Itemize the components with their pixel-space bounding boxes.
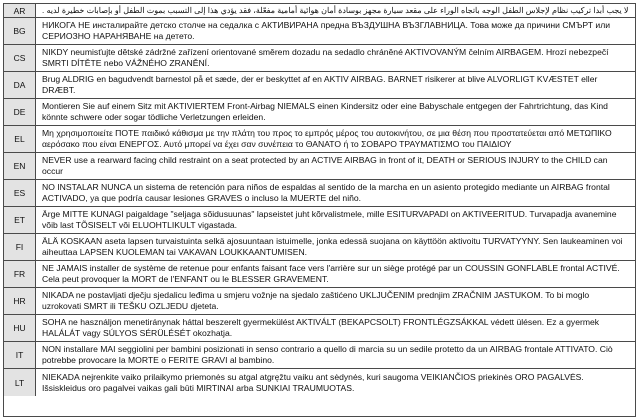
warning-text-en-content: NEVER use a rearward facing child restraint on a seat protected by an ACTIVE AIRBAG in front of it, DEATH or SERIOUS INJURY to the CHILD can occur — [42, 155, 608, 176]
lang-code-it: IT — [4, 342, 36, 369]
warning-text-ar-content: لا يجب أبدا تركيب نظام لإجلاس الطفل الوجه باتجاه الوراء على مقعد سيارة مجهز بوسادة أمان هوائية أمامية مفعّلة، فقد يؤدي هذا إلى التسبب بموت الطفل أو بإصابات خطيرة لديه . — [42, 6, 629, 15]
warning-text-el — [36, 126, 635, 153]
warning-text-fr — [36, 261, 635, 288]
warning-text-ar — [36, 4, 635, 18]
warning-text-bg — [36, 18, 635, 45]
lang-code-de: DE — [4, 99, 36, 126]
warning-text-lt-content: NIEKADA nejrenkite vaiko prilaikymo priemonės su atgal atgręžtu vaiku ant sėdynės, kuri saugoma VEIKIANČIOS priekinės ORO PAGALVĖS. Išsiskleidus oro pagalvei vaikas gali būti MIRTINAI arba SUNKIAI TRAUMUOTAS. — [42, 371, 584, 393]
warning-text-hr-content: NIKADA ne postavljati dječju sjedalicu leđima u smjeru vožnje na sjedalo zaštićeno UKLJUČENIM prednjim ZRAČNIM JASTUKOM. To bi moglo uzrokovati SMRT ili TEŠKU OZLJEDU djeteta. — [42, 290, 590, 311]
warning-text-de-content: Montieren Sie auf einem Sitz mit AKTIVIERTEM Front-Airbag NIEMALS einen Kindersitz oder eine Babyschale entgegen der Fahrtrichtung, das Kind könnte schwere oder sogar tödliche Verletzungen erleiden. — [42, 101, 608, 122]
warning-text-cs-content: NIKDY neumisťujte dětské zádržné zařízení orientované směrem dozadu na sedadlo chráněné AKTIVOVANÝM čelním AIRBAGEM. Hrozí nebezpečí SMRTI DÍTĚTE nebo VÁŽNÉHO ZRANĚNÍ. — [42, 47, 609, 68]
warning-text-hu-content: SOHA ne használjon menetiránynak háttal beszerelt gyermekülést AKTIVÁLT (BEKAPCSOLT) FRONTLÉGZSÁKKAL védett ülésen. Ez a gyermek HALÁLÁT vagy SÚLYOS SÉRÜLÉSÉT okozhatja. — [42, 317, 600, 338]
lang-code-bg: BG — [4, 18, 36, 45]
warning-text-et — [36, 207, 635, 234]
warning-text-da-content: Brug ALDRIG en bagudvendt barnestol på et sæde, der er beskyttet af en AKTIV AIRBAG. BARNET risikerer at blive ALVORLIGT KVÆSTET eller DRÆBT. — [42, 74, 598, 95]
lang-code-ar: AR — [4, 4, 36, 18]
warning-text-hr — [36, 288, 635, 315]
warning-text-es-content: NO INSTALAR NUNCA un sistema de retención para niños de espaldas al sentido de la marcha en un asiento protegido mediante un AIRBAG frontal ACTIVADO, ya que podría causar lesiones GRAVES o incluso la MUERTE del niño. — [42, 182, 610, 203]
warning-text-it-content: NON installare MAI seggiolini per bambini posizionati in senso contrario a quello di marcia su un sedile protetto da un AIRBAG frontale ATTIVATO. Ciò potrebbe provocare la MORTE o FERITE GRAVI al bambino. — [42, 344, 613, 365]
lang-code-es: ES — [4, 180, 36, 207]
warning-text-fi — [36, 234, 635, 261]
warning-text-cs — [36, 45, 635, 72]
warning-text-it — [36, 342, 635, 369]
warning-text-lt — [36, 369, 635, 396]
warning-text-de — [36, 99, 635, 126]
warning-text-el-content: Μη χρησιμοποιείτε ΠΟΤΕ παιδικό κάθισμα με την πλάτη του προς το εμπρός μέρος του αυτοκινήτου, σε μια θέση που προστατεύεται από ΜΕΤΩΠΙΚΟ αερόσακο που είναι ΕΝΕΡΓΟΣ. Αυτό μπορεί να έχει σαν συνέπεια το ΘΑΝΑΤΟ ή το ΣΟΒΑΡΟ ΤΡΑΥΜΑΤΙΣΜΟ του ΠΑΙΔΙΟΥ — [42, 128, 612, 149]
lang-code-et: ET — [4, 207, 36, 234]
warning-text-da — [36, 72, 635, 99]
lang-code-el: EL — [4, 126, 36, 153]
airbag-warning-table — [3, 3, 636, 417]
lang-code-hu: HU — [4, 315, 36, 342]
lang-code-en: EN — [4, 153, 36, 180]
lang-code-hr: HR — [4, 288, 36, 315]
warning-text-fi-content: ÄLÄ KOSKAAN aseta lapsen turvaistuinta selkä ajosuuntaan istuimelle, jonka edessä suojana on käyttöön aktivoitu TURVATYYNY. Sen laukeaminen voi aiheuttaa LAPSEN KUOLEMAN tai VAKAVAN LOUKKAANTUMISEN. — [42, 236, 623, 257]
lang-code-fr: FR — [4, 261, 36, 288]
warning-text-en — [36, 153, 635, 180]
warning-text-fr-content: NE JAMAIS installer de système de retenue pour enfants faisant face vers l'arrière sur un siège protégé par un COUSSIN GONFLABLE frontal ACTIVÉ. Cela peut provoquer la MORT de l'ENFANT ou le BLESSER GRAVEMENT. — [42, 263, 620, 284]
lang-code-da: DA — [4, 72, 36, 99]
warning-text-bg-content: НИКОГА НЕ инсталирайте детско столче на седалка с АКТИВИРАНА предна ВЪЗДУШНА ВЪЗГЛАВНИЦА. Това може да причини СМЪРТ или СЕРИОЗНО НАРАНЯВАНЕ на детето. — [42, 20, 611, 41]
lang-code-lt: LT — [4, 369, 36, 396]
warning-text-es — [36, 180, 635, 207]
warning-text-et-content: Ärge MITTE KUNAGI paigaldage "seljaga sõidusuunas" lapseistet juht kõrvalistmele, mille ESITURVAPADI on AKTIVEERITUD. Turvapadja avanemine võib last TÕSISELT või ELUOHTLIKULT vigastada. — [42, 209, 617, 230]
lang-code-fi: FI — [4, 234, 36, 261]
lang-code-cs: CS — [4, 45, 36, 72]
warning-text-hu — [36, 315, 635, 342]
